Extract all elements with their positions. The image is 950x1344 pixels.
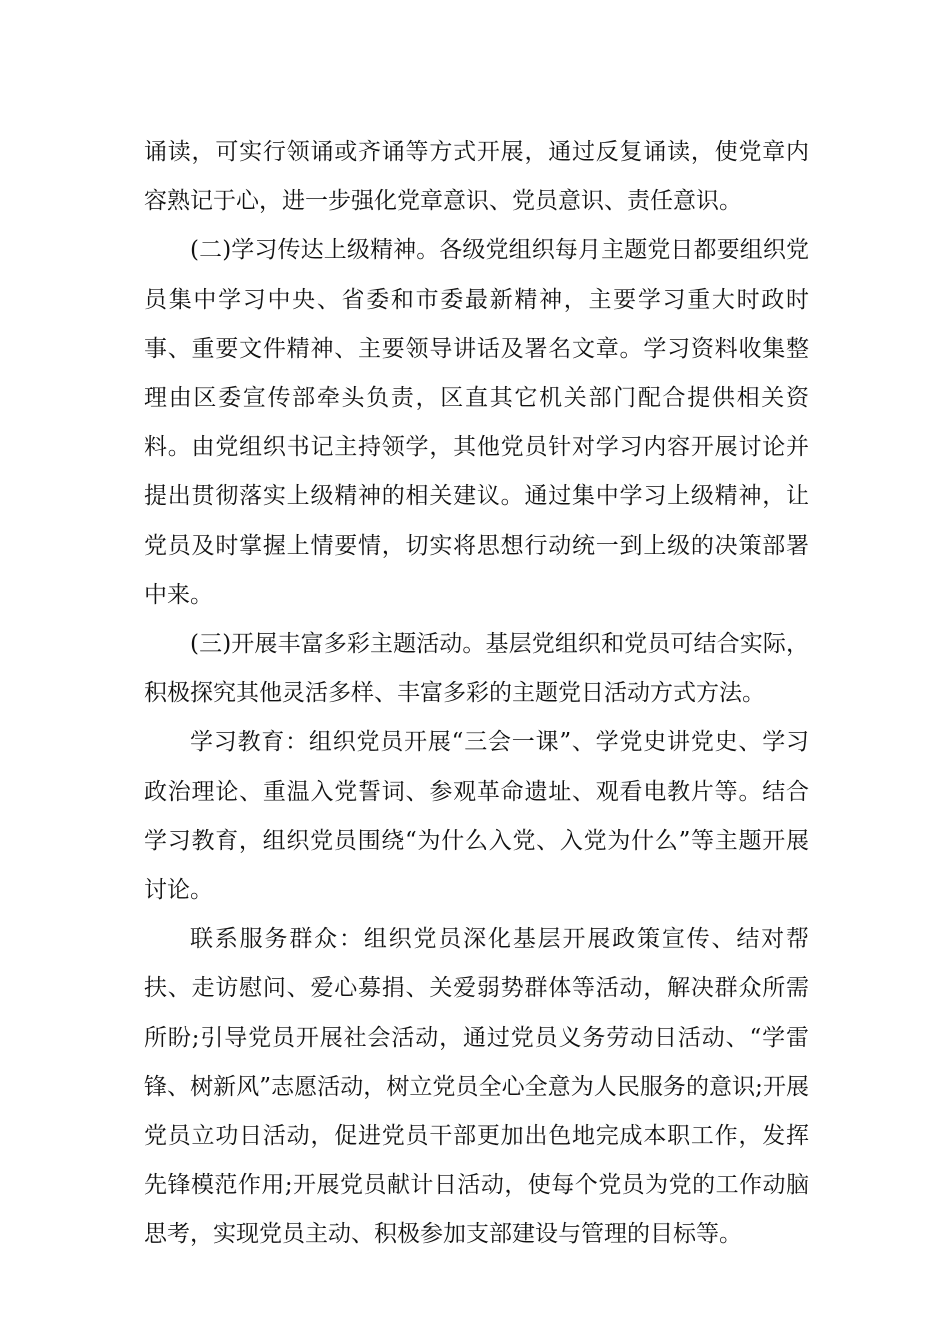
paragraph-1: 诵读，可实行领诵或齐诵等方式开展，通过反复诵读，使党章内容熟记于心，进一步强化党章意识、党员意识、责任意识。 (144, 139, 809, 215)
paragraph-5: 联系服务群众：组织党员深化基层开展政策宣传、结对帮扶、走访慰问、爱心募捐、关爱弱势群体等活动，解决群众所需所盼;引导党员开展社会活动，通过党员义务劳动日活动、“学雷锋、树新风”志愿活动，树立党员全心全意为人民服务的意识;开展党员立功日活动，促进党员干部更加出色地完成本职工作，发挥先锋模范作用;开展党员献计日活动，使每个党员为党的工作动脑思考，实现党员主动、积极参加支部建设与管理的目标等。 (144, 926, 809, 1248)
document-body (144, 128, 809, 1260)
paragraph-4: 学习教育：组织党员开展“三会一课”、学党史讲党史、学习政治理论、重温入党誓词、参观革命遗址、观看电教片等。结合学习教育，组织党员围绕“为什么入党、入党为什么”等主题开展讨论。 (144, 729, 809, 904)
paragraph-2: (二)学习传达上级精神。各级党组织每月主题党日都要组织党员集中学习中央、省委和市委最新精神，主要学习重大时政时事、重要文件精神、主要领导讲话及署名文章。学习资料收集整理由区委宣传部牵头负责，区直其它机关部门配合提供相关资料。由党组织书记主持领学，其他党员针对学习内容开展讨论并提出贯彻落实上级精神的相关建议。通过集中学习上级精神，让党员及时掌握上情要情，切实将思想行动统一到上级的决策部署中来。 (144, 237, 809, 608)
paragraph-3: (三)开展丰富多彩主题活动。基层党组织和党员可结合实际，积极探究其他灵活多样、丰富多彩的主题党日活动方式方法。 (144, 631, 809, 707)
